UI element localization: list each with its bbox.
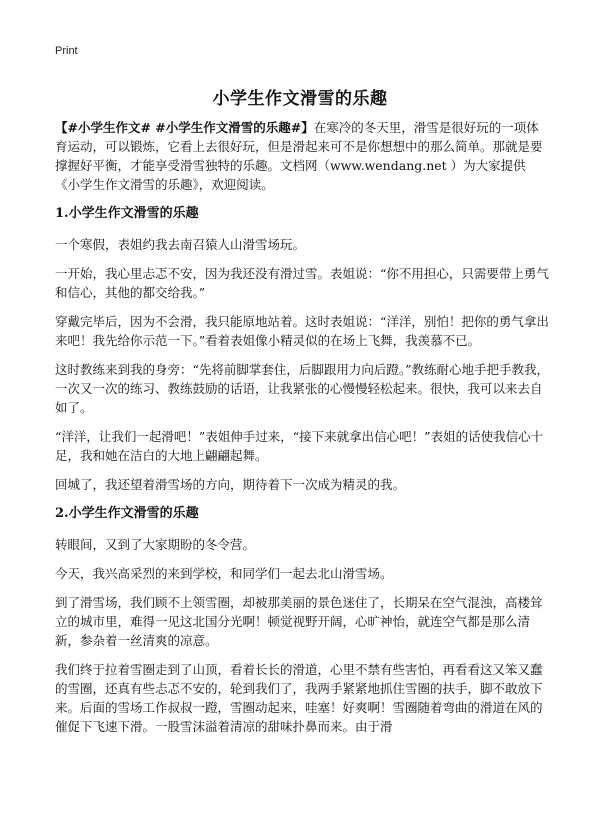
paragraph: 我们终于拉着雪圈走到了山顶，看着长长的滑道，心里不禁有些害怕，再看看这又笨又蠢的雪圈，还真有些忐忑不安的，轮到我们了，我两手紧紧地抓住雪圈的扶手，脚不敢放下来。后面的雪场工作叔叔一蹬，雪圈动起来，哇塞！好爽啊！雪圈随着弯曲的滑道在风的催促下飞速下滑。一股雪沫溢着清凉的甜味扑鼻而来。由于滑 [55, 662, 543, 734]
paragraph: 到了滑雪场，我们顾不上领雪圈，却被那美丽的景色迷住了，长期呆在空气混浊，高楼耸立的城市里，难得一见这北国分光啊！顿觉视野开阔，心旷神怡，就连空气都是那么清新，参杂着一丝清爽的凉意。 [55, 595, 543, 648]
paragraph: 转眼间，又到了大家期盼的冬令营。 [55, 537, 256, 552]
article-body [55, 118, 550, 746]
paragraph: 今天，我兴高采烈的来到学校，和同学们一起去北山滑雪场。 [55, 566, 393, 581]
paragraph: 回城了，我还望着滑雪场的方向，期待着下一次成为精灵的我。 [55, 477, 406, 492]
paragraph: 这时教练来到我的身旁：“先将前脚掌套住，后脚跟用力向后蹬。”教练耐心地手把手教我，一次又一次的练习、教练鼓励的话语，让我紧张的心慢慢轻松起来。很快，我可以来去自如了。 [55, 362, 550, 415]
section-heading: 1.小学生作文滑雪的乐趣 [55, 206, 199, 221]
print-label: Print [55, 45, 78, 57]
paragraph: 一开始，我心里忐忑不安，因为我还没有滑过雪。表姐说：“你不用担心，只需要带上勇气和信心，其他的都交给我。” [55, 266, 549, 300]
page-title: 小学生作文滑雪的乐趣 [212, 89, 388, 109]
section-heading: 2.小学生作文滑雪的乐趣 [55, 506, 199, 521]
intro-text: 在寒冷的冬天里，滑雪是很好玩的一项体育运动，可以锻炼，它看上去很好玩，但是滑起来可不是你想想中的那么简单。那就是要撑握好平衡，才能享受滑雪独特的乐趣。文档网（www.wendang.net ）为大家提供《小学生作文滑雪的乐趣》，欢迎阅读。 [55, 120, 543, 192]
intro-paragraph [55, 118, 550, 194]
paragraph: 一个寒假，表姐约我去南召猿人山滑雪场玩。 [55, 237, 306, 252]
paragraph: 穿戴完毕后，因为不会滑，我只能原地站着。这时表姐说：“洋洋，别怕！把你的勇气拿出来吧！我先给你示范一下。”看着表姐像小精灵似的在场上飞舞，我羡慕不已。 [55, 314, 549, 348]
intro-tag: 【#小学生作文# #小学生作文滑雪的乐趣#】 [55, 120, 314, 135]
paragraph: “洋洋，让我们一起滑吧！”表姐伸手过来，“接下来就拿出信心吧！”表姐的话使我信心十足，我和她在洁白的大地上翩翩起舞。 [55, 429, 544, 463]
